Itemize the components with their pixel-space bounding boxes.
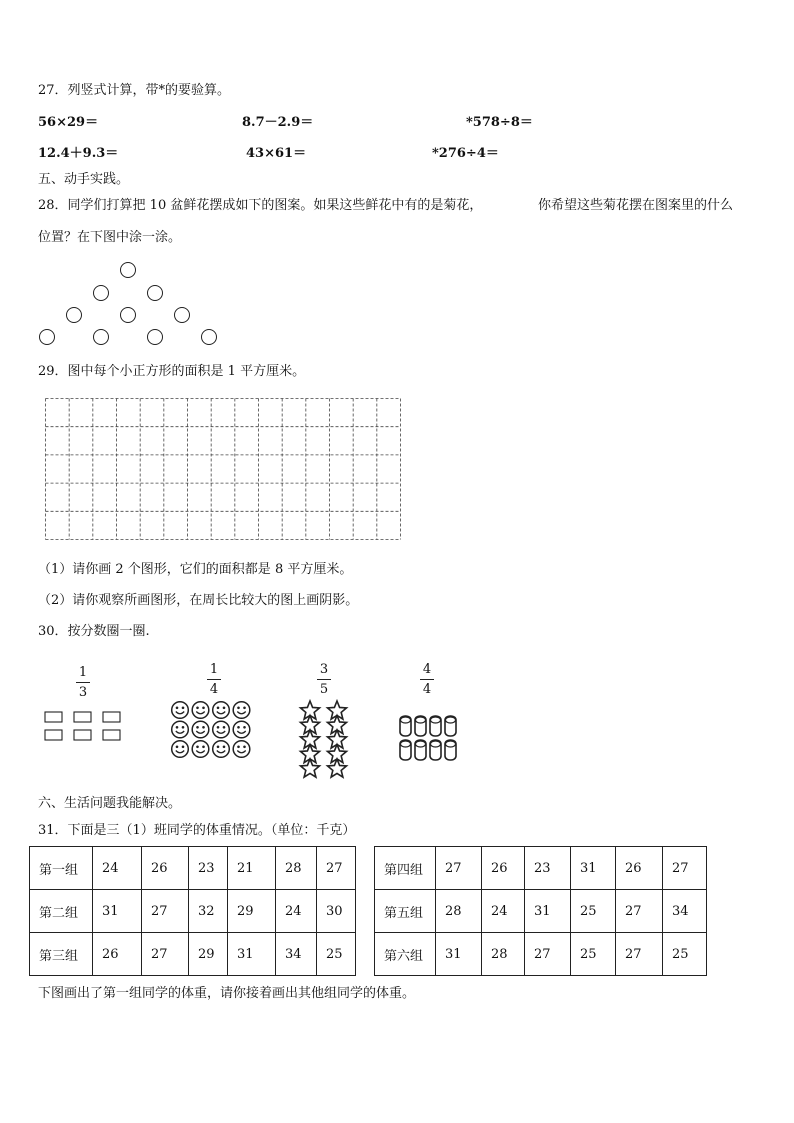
- q27-expr-5: 43×61＝: [246, 146, 307, 161]
- q31-title: 31．下面是三（1）班同学的体重情况。（单位：千克）: [38, 823, 356, 838]
- value-cell: 25: [571, 890, 616, 933]
- q28-text-line1b: 你希望这些菊花摆在图案里的什么: [538, 198, 734, 213]
- fraction-numerator: 1: [78, 665, 88, 680]
- q27-expr-3: *578÷8＝: [466, 115, 533, 130]
- value-cell: 25: [317, 933, 356, 976]
- smiley-icon: [213, 741, 230, 758]
- smiley-icon: [233, 702, 250, 719]
- value-cell: 27: [616, 890, 663, 933]
- smiley-icon: [213, 721, 230, 738]
- star-group[interactable]: [298, 702, 350, 776]
- q28-text-line2: 位置？在下图中涂一涂。: [38, 230, 182, 245]
- star-icon: [327, 759, 346, 777]
- value-cell: 27: [142, 933, 189, 976]
- group-cell: 第三组: [30, 933, 93, 976]
- smiley-icon: [172, 741, 189, 758]
- flower-circle[interactable]: [39, 329, 55, 345]
- q31-footer: 下图画出了第一组同学的体重，请你接着画出其他组同学的体重。: [38, 986, 416, 1001]
- flower-circle[interactable]: [93, 329, 109, 345]
- group-cell: 第一组: [30, 847, 93, 890]
- flower-circle[interactable]: [120, 262, 136, 278]
- value-cell: 26: [142, 847, 189, 890]
- smiley-icon: [192, 721, 209, 738]
- value-cell: 27: [436, 847, 482, 890]
- value-cell: 27: [142, 890, 189, 933]
- value-cell: 27: [616, 933, 663, 976]
- value-cell: 31: [525, 890, 571, 933]
- cylinder-icon: [415, 740, 426, 760]
- flower-circle[interactable]: [147, 329, 163, 345]
- cylinder-icon: [400, 740, 411, 760]
- value-cell: 31: [571, 847, 616, 890]
- table-row: [30, 890, 707, 933]
- q27-expr-6: *276÷4＝: [432, 146, 499, 161]
- value-cell: 31: [228, 933, 276, 976]
- weight-table: [29, 846, 707, 976]
- small-rectangle-icon: [103, 730, 120, 740]
- flower-circle[interactable]: [174, 307, 190, 323]
- value-cell: 28: [276, 847, 317, 890]
- value-cell: 24: [276, 890, 317, 933]
- group-cell: 第二组: [30, 890, 93, 933]
- flower-circle[interactable]: [93, 285, 109, 301]
- small-rectangle-icon: [103, 712, 120, 722]
- fraction-denominator: 4: [422, 682, 432, 697]
- q27-expr-4: 12.4＋9.3＝: [38, 146, 119, 161]
- cylinder-icon: [415, 716, 426, 736]
- value-cell: 31: [436, 933, 482, 976]
- value-cell: 34: [276, 933, 317, 976]
- smiley-icon: [192, 702, 209, 719]
- small-rectangle-icon: [45, 712, 62, 722]
- value-cell: 23: [525, 847, 571, 890]
- square-grid[interactable]: [45, 398, 401, 540]
- flower-circle[interactable]: [120, 307, 136, 323]
- q27-expr-1: 56×29＝: [38, 115, 99, 130]
- value-cell: 25: [571, 933, 616, 976]
- value-cell: 24: [482, 890, 525, 933]
- cylinder-icon: [430, 716, 441, 736]
- smiley-group[interactable]: [170, 700, 252, 762]
- flower-circle[interactable]: [201, 329, 217, 345]
- group-cell: 第五组: [375, 890, 436, 933]
- value-cell: 28: [482, 933, 525, 976]
- fraction-denominator: 4: [209, 682, 219, 697]
- fraction-numerator: 3: [319, 662, 329, 677]
- q29-sub2: （2）请你观察所画图形，在周长比较大的图上画阴影。: [38, 593, 359, 608]
- group-cell: 第六组: [375, 933, 436, 976]
- flower-circle[interactable]: [147, 285, 163, 301]
- fraction-numerator: 4: [422, 662, 432, 677]
- cylinder-icon: [400, 716, 411, 736]
- q29-sub1: （1）请你画 2 个图形，它们的面积都是 8 平方厘米。: [38, 562, 353, 577]
- smiley-icon: [172, 721, 189, 738]
- small-rectangle-icon: [74, 712, 91, 722]
- fraction-denominator: 5: [319, 682, 329, 697]
- flower-circle[interactable]: [66, 307, 82, 323]
- small-rectangle-icon: [74, 730, 91, 740]
- small-rectangle-icon: [45, 730, 62, 740]
- table-row: [30, 847, 707, 890]
- fraction-numerator: 1: [209, 662, 219, 677]
- q28-text-line1a: 28．同学们打算把 10 盆鲜花摆成如下的图案。如果这些鲜花中有的是菊花，: [38, 198, 483, 213]
- rectangle-group[interactable]: [44, 710, 124, 744]
- smiley-icon: [233, 741, 250, 758]
- smiley-icon: [192, 741, 209, 758]
- value-cell: 26: [93, 933, 142, 976]
- value-cell: 29: [189, 933, 228, 976]
- table-row: [30, 933, 707, 976]
- value-cell: 27: [663, 847, 707, 890]
- value-cell: 27: [525, 933, 571, 976]
- value-cell: 26: [616, 847, 663, 890]
- q27-expr-2: 8.7－2.9＝: [242, 115, 314, 130]
- q27-title: 27．列竖式计算，带*的要验算。: [38, 83, 231, 98]
- smiley-icon: [213, 702, 230, 719]
- group-cell: 第四组: [375, 847, 436, 890]
- value-cell: 23: [189, 847, 228, 890]
- value-cell: 21: [228, 847, 276, 890]
- fraction-four-quarters: [417, 662, 437, 697]
- cylinder-icon: [430, 740, 441, 760]
- cylinder-icon: [445, 716, 456, 736]
- fraction-one-third: [73, 665, 93, 700]
- value-cell: 34: [663, 890, 707, 933]
- star-icon: [300, 759, 319, 777]
- smiley-icon: [172, 702, 189, 719]
- value-cell: 29: [228, 890, 276, 933]
- fraction-one-quarter: [204, 662, 224, 697]
- value-cell: 25: [663, 933, 707, 976]
- section-5-heading: 五、动手实践。: [38, 172, 130, 187]
- value-cell: 26: [482, 847, 525, 890]
- value-cell: 28: [436, 890, 482, 933]
- value-cell: 27: [317, 847, 356, 890]
- cylinder-group[interactable]: [398, 714, 460, 766]
- smiley-icon: [233, 721, 250, 738]
- value-cell: 31: [93, 890, 142, 933]
- value-cell: 30: [317, 890, 356, 933]
- value-cell: 32: [189, 890, 228, 933]
- fraction-denominator: 3: [78, 685, 88, 700]
- q29-title: 29．图中每个小正方形的面积是 1 平方厘米。: [38, 364, 306, 379]
- cylinder-icon: [445, 740, 456, 760]
- fraction-three-fifths: [314, 662, 334, 697]
- q30-title: 30．按分数圈一圈.: [38, 624, 150, 639]
- section-6-heading: 六、生活问题我能解决。: [38, 796, 182, 811]
- value-cell: 24: [93, 847, 142, 890]
